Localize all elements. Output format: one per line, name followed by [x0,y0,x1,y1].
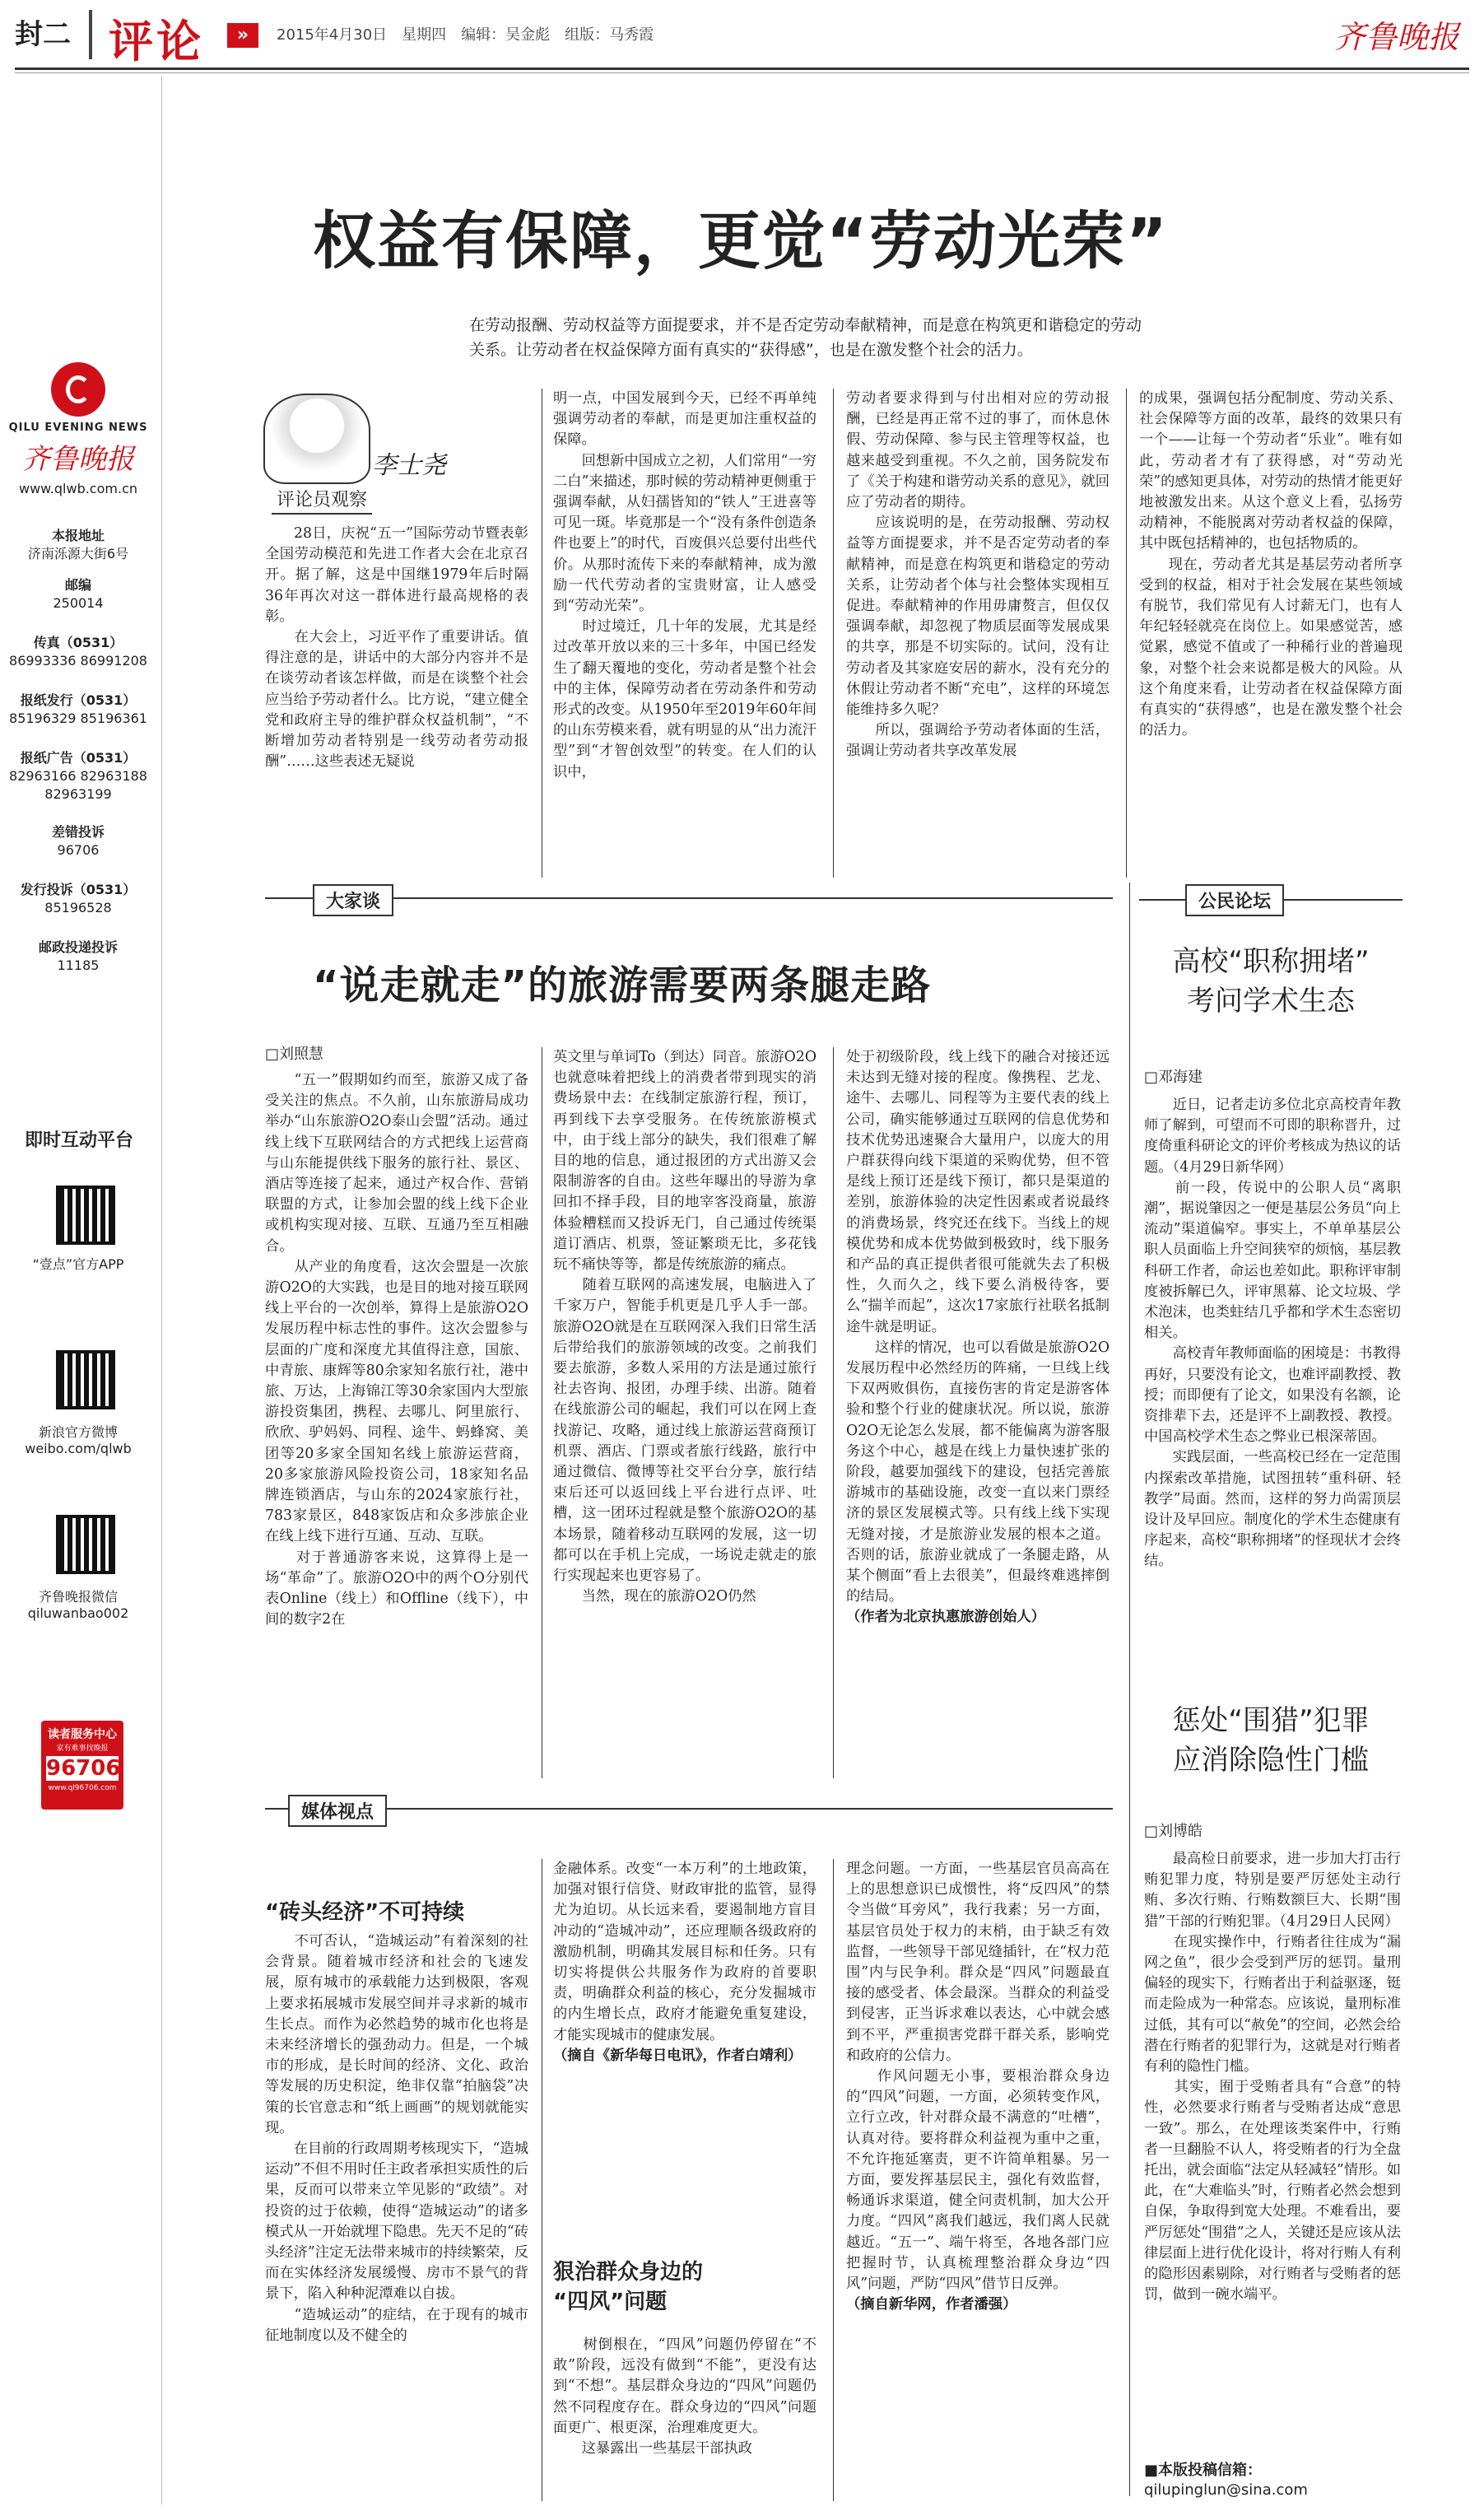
sidebar-postcode: 邮编 250014 [53,577,104,611]
header-rule-thin [15,72,1469,73]
weibo-qr-code[interactable] [56,1350,115,1409]
hotline-number: 96706 [46,1756,121,1781]
civic-section-tag: 公民论坛 [1185,884,1284,916]
lead-column-1: 28日，庆祝“五一”国际劳动节暨表彰全国劳动模范和先进工作者大会在北京召开。据了解，这是中国继1979年后时隔36年再次对这一群体进行最高规格的表彰。 在大会上，习近平作了重要讲话。值得注意的是，讲话中的大部分内容并不是在谈劳动者该怎样做，而是在谈整个社会应当给予劳动者什么。比方说，“建立健全党和政府主导的维护群众权益机制”，“不断增加劳动者特别是一线劳动者劳动报酬”……这些表述无疑说 [265,525,528,771]
civic-article-2-byline: □刘博皓 [1144,1823,1203,1840]
sidebar-fax: 传真（0531） 86993336 86991208 [9,635,147,669]
sidebar-error-report: 差错投诉 96706 [51,824,105,858]
sidebar-address: 本报地址 济南泺源大街6号 [27,528,129,561]
media-story-2-headline: 狠治群众身边的 “四风”问题 [553,2260,704,2314]
hotline-slogan: 家有难事找晚报 [56,1745,109,1753]
media-section-tag: 媒体视点 [288,1795,387,1827]
header-divider [89,10,92,59]
logo-swirl-icon [66,375,91,403]
lead-headline: 权益有保障，更觉“劳动光荣” [313,204,1169,277]
media-story-2-column-1: 树倒根在，“四风”问题仍停留在“不敢”阶段，远没有做到“不能”，更没有达到“不想”。基层群众身边的“四风”问题仍然不同程度存在。群众身边的“四风”问题面更广、根更深，治理难度更大。 这暴露出一些基层干部执政 [553,2336,816,2457]
travel-column-1: “五一”假期如约而至，旅游又成了备受关注的焦点。不久前，山东旅游局成功举办“山东旅游O2O泰山会盟”活动。通过线上线下互联网结合的方式把线上运营商与山东能提供线下服务的旅行社、景区、酒店等连接了起来，通过产权合作、营销联盟的方式，让参加会盟的线上线下企业或机构实现对接、互联、互通乃至互相融合。 从产业的角度看，这次会盟是一次旅游O2O的大实践，也是目的地对接互联网线上平台的一次创举，算得上是旅游O2O发展历程中标志性的事件。这次会盟参与层面的广度和深度尤其值得注意，国旅、中青旅、康辉等80余家知名旅行社，港中旅、万达，上海锦江等30余家国内大型旅游投资集团，携程、去哪儿、阿里旅行、欣欣、驴妈妈、同程、途牛、蚂蜂窝、美团等20多家全国知名线上旅游运营商，20多家旅游风险投资公司，18家知名品牌连锁酒店，与山东的2024家旅行社，783家景区，848家饭店和众多涉旅企业在线上线下进行互通、互动、互联。 对于普通游客来说，这算得上是一场“革命”了。旅游O2O中的两个O分别代表Online（线上）和Offline（线下），中间的数字2在 [265,1072,528,1628]
travel-headline: “说走就走”的旅游需要两条腿走路 [313,962,932,1009]
civic-article-1-headline: 高校“职称拥堵” 考问学术生态 [1172,945,1370,1018]
travel-column-3-body: 处于初级阶段，线上线下的融合对接还远未达到无缝对接的程度。像携程、艺龙、途牛、去哪儿、同程等为主要代表的线上公司，确实能够通过互联网的信息优势和技术优势迅速聚合大量用户，以庞大的用户群获得向线下渠道的采购优势，但不管是线上预订还是线下预订，都只是渠道的差别，旅游体验的决定性因素或者说最终的消费场景，终究还在线下。当线上的规模优势和成本优势做到极致时，线下服务和产品的真正提供者很可能就失去了积极性，久而久之，线下要么消极待客，要么“揣羊而起”，这次17家旅行社联名抵制途牛就是明证。 这样的情况，也可以看做是旅游O2O发展历程中必然经历的阵痛，一旦线上线下双两败俱伤，直接伤害的肯定是游客体验和整个行业的健康状况。所以说，旅游O2O无论怎么发展，都不能偏离为游客服务这个中心，越是在线上力量快速扩张的阶段，越要加强线下的建设，包括完善旅游城市的基础设施，改变一直以来门票经济的景区发展模式等。只有线上线下实现无缝对接，才是旅游业发展的根本之道。否则的话，旅游业就成了一条腿走路，从某个侧面“看上去很美”，但最终难逃摔倒的结局。 [846,1049,1110,1605]
columnist-portrait [263,394,370,484]
issue-meta: 2015年4月30日 星期四 编辑：吴金彪 组版：马秀霞 [277,26,654,44]
travel-section-tag: 大家谈 [313,884,393,916]
app-qr-label: “壹点”官方APP [32,1256,124,1272]
interactive-platform-title: 即时互动平台 [25,1130,134,1151]
sidebar-divider [161,76,162,2504]
travel-author-note: （作者为北京执惠旅游创始人） [846,1609,1045,1626]
sidebar-brand-en: QILU EVENING NEWS [8,422,148,434]
civic-article-1-body: 近日，记者走访多位北京高校青年教师了解到，可望而不可即的职称晋升，过度倚重科研论文的评价考核成为热议的话题。（4月29日新华网） 前一段，传说中的公职人员“离职潮”，据说肇因之一便是基层公务员“向上流动”渠道偏窄。事实上，不单单基层公职人员面临上升空间狭窄的烦恼，基层教科研工作者，命运也差如此。职称评审制度被拆解已久，评审黑幕、论文垃圾、学术泡沫，也类蛀结几乎都和学术生态密切相关。 高校青年教师面临的困境是：书教得再好，只要没有论文，也难评副教授、教授；而即便有了论文，如果没有名额，论资排辈下去，还是评不上副教授、教授。中国高校学术生态之弊业已根深蒂固。 实践层面，一些高校已经在一定范围内探索改革措施，试图扭转“重科研、轻教学”局面。然而，这样的努力尚需顶层设计及早回应。制度化的学术生态健康有序起来，高校“职称拥堵”的怪现状才会终结。 [1144,1097,1401,1570]
sidebar-ads: 报纸广告（0531） 82963166 82963188 82963199 [9,750,147,802]
media-story-2-source: （摘自新华网，作者潘强） [846,2296,1017,2313]
media-story-2-column-2-body: 理念问题。一方面，一些基层官员高高在上的思想意识已成惯性，将“反四风”的禁令当做“耳旁风”，我行我素；另一方面，基层官员处于权力的末梢，由于缺乏有效监督，一些领导干部见缝插针，在“权力范围”内与民争利。群众是“四风”问题最直接的感受者、体会最深。当群众的利益受到侵害，正当诉求难以表达，心中就会感到不平，严重损害党群干群关系，影响党和政府的公信力。 作风问题无小事，要根治群众身边的“四风”问题，一方面，必须转变作风，立行立改，针对群众最不满意的“吐槽”，认真对待。要将群众利益视为重中之重，不允许拖延塞责，更不许简单粗暴。另一方面，要发挥基层民主，强化有效监督，畅通诉求渠道，健全问责机制，加大公开力度。“四风”离我们越远，我们离人民就越近。“五一”、端午将至，各地各部门应把握时节，认真梳理整治群众身边“四风”问题，严防“四风”借节日反弹。 [846,1861,1110,2293]
submission-email-label: ■本版投稿信箱： [1144,2462,1263,2479]
section-title: 评论 [109,16,204,68]
reader-service-badge[interactable] [41,1721,123,1810]
app-qr-code[interactable] [56,1186,115,1245]
travel-column-2: 英文里与单词To（到达）同音。旅游O2O也就意味着把线上的消费者带到现实的消费场景中去：在线制定旅游行程，预订，再到线下去享受服务。在传统旅游模式中，由于线上部分的缺失，我们很难了解目的地的信息，通过报团的方式出游又会限制游客的自由。这些年曝出的导游为拿回扣不择手段，目的地宰客没商量，旅游体验糟糕而又投诉无门，自己通过传统渠道订酒店、机票，签证繁琐无比，多花钱玩不痛快等等，都是传统旅游的痛点。 随着互联网的高速发展，电脑进入了千家万户，智能手机更是几乎人手一部。旅游O2O就是在互联网深入我们日常生活后带给我们的旅游领域的改变。之前我们要去旅游，多数人采用的方法是通过旅行社去咨询、报团，办理手续、出游。随着在线旅游公司的崛起，我们可以在网上查找游记、攻略，通过线上旅游运营商预订机票、酒店、门票或者旅行线路，旅行中通过微信、微博等社交平台分享，旅行结束后还可以返回线上平台进行点评、吐槽，这一团环过程就是整个旅游O2O的基本场景，随着移动互联网的发展，这一切都可以在手机上完成，一场说走就走的旅行实现起来也更容易了。 当然，现在的旅游O2O仍然 [553,1049,816,1605]
header-rule [15,68,1469,70]
civic-article-2-body: 最高检日前要求，进一步加大打击行贿犯罪力度，特别是要严厉惩处主动行贿、多次行贿、行贿数额巨大、长期“围猎”干部的行贿犯罪。（4月29日人民网） 在现实操作中，行贿者往往成为“漏网之鱼”，很少会受到严厉的惩罚。量刑偏轻的现实下，行贿者出于利益驱逐，铤而走险成为一种常态。应该说，量刑标准过低，其有可以“赦免”的空间，必然会给潜在行贿者的犯罪行为，这就是对行贿者有利的隐性门槛。 其实，囿于受贿者具有“合意”的特性，必然要求行贿者与受贿者达成“意思一致”。那么，在处理该类案件中，行贿者一旦翻脸不认人，将受贿者的行为全盘托出，就会面临“法定从轻减轻”情形。如此，在“大难临头”时，行贿者必然会想到自保，争取得到宽大处理。不难看出，要严厉惩处“围猎”之人，关键还是应该从法律层面上进行优化设计，将对行贿人有利的隐形因素剔除，对行贿者与受贿者的惩罚，做到一碗水端平。 [1144,1851,1401,2304]
media-col-rule-2 [833,1859,834,2501]
page-corner-label: 封二 [15,18,71,51]
lead-col-rule-3 [1126,389,1127,878]
civic-article-1-byline: □邓海建 [1144,1069,1203,1086]
lead-col-rule-2 [833,389,834,878]
media-story-1-column-2-body: 金融体系。改变“一本万利”的土地政策，加强对银行信贷、财政审批的监管，显得尤为迫切。从长远来看，要遏制地方盲目冲动的“造城冲动”，还应理顺各级政府的激励机制，明确其发展目标和任务。只有切实将提供公共服务作为政府的首要职责，明确群众利益的核心，充分发掘城市的内生增长点，政府才能避免重复建设，才能实现城市的健康发展。 [553,1861,816,2043]
lead-deck: 在劳动报酬、劳动权益等方面提要求，并不是否定劳动奉献精神，而是意在构筑更和谐稳定的劳动关系。让劳动者在权益保障方面有真实的“获得感”，也是在激发整个社会的活力。 [469,316,1142,359]
hotline-title: 读者服务中心 [48,1728,117,1741]
sidebar-distribution: 报纸发行（0531） 85196329 85196361 [9,692,147,726]
sidebar-url[interactable]: www.qlwb.com.cn [19,481,137,496]
travel-byline: □刘照慧 [265,1046,324,1063]
travel-col-rule-2 [833,1047,834,1778]
media-story-1-headline: “砖头经济”不可持续 [265,1900,465,1925]
lead-column-3: 劳动者要求得到与付出相对应的劳动报酬，已经是再正常不过的事了，而休息休假、劳动保障、参与民主管理等权益，也越来越受到重视。不久之前，国务院发布了《关于构建和谐劳动关系的意见》，就回应了劳动者的期待。 应该说明的是，在劳动报酬、劳动权益等方面提要求，并不是否定劳动者的奉献精神，而是意在构筑更和谐稳定的劳动关系，让劳动者个体与社会整体实现相互促进。奉献精神的作用毋庸赘言，但仅仅强调奉献，却忽视了物质层面等发展成果的共享，那是不切实际的。试问，没有让劳动者及其家庭安居的薪水，没有充分的休假让劳动者不断“充电”，这样的环境怎能维持多久呢？ 所以，强调给予劳动者体面的生活，强调让劳动者共享改革发展 [846,390,1110,760]
sidebar-delivery-complaint: 发行投诉（0531） 85196528 [20,882,137,915]
submission-email[interactable]: qilupinglun@sina.com [1144,2481,1308,2499]
civic-article-2-headline: 惩处“围猎”犯罪 应消除隐性门槛 [1172,1704,1370,1777]
media-story-2-column-2 [846,1859,1110,2315]
section-arrow-icon: » [227,23,258,48]
right-column-rule [1129,883,1130,2496]
media-story-1-source: （摘自《新华每日电讯》，作者白靖利） [553,2047,802,2064]
weibo-qr-label: 新浪官方微博 weibo.com/qlwb [25,1424,132,1456]
brand-logo: 齐鲁晚报 [1333,19,1459,55]
lead-column-4: 的成果，强调包括分配制度、劳动关系、社会保障等方面的改革，最终的效果只有一个——让每一个劳动者“乐业”。唯有如此，劳动者才有了获得感，对“劳动光荣”的感知更具体，对劳动的热情才能更好地被激发出来。从这个意义上看，弘扬劳动精神，不能脱离对劳动者权益的保障，其中既包括精神的，也包括物质的。 现在，劳动者尤其是基层劳动者所享受到的权益，相对于社会发展在某些领域有脱节，我们常见有人讨薪无门，也有人年纪轻轻就亮在岗位上。如果感觉苦，感觉累，感觉不值或了一种稀行业的普遍现象，对整个社会来说都是极大的风险。从这个角度来看，让劳动者在权益保障方面有真实的“获得感”，也是在激发整个社会的活力。 [1139,390,1403,739]
columnist-signature: 李士尧 [372,451,446,480]
travel-column-3 [846,1047,1110,1778]
lead-column-2: 明一点，中国发展到今天，已经不再单纯强调劳动者的奉献，而是更加注重权益的保障。 回想新中国成立之初，人们常用“一穷二白”来描述，那时候的劳动精神更侧重于强调奉献，从妇孺皆知的“铁人”王进喜等可见一斑。毕竟那是一个“没有条件创造条件也要上”的时代，百废俱兴总要付出些代价。从那时流传下来的奉献精神，成为激励一代代劳动者的宝贵财富，让人感受到“劳动光荣”。 时过境迁，几十年的发展，尤其是经过改革开放以来的三十多年，中国已经发生了翻天覆地的变化，劳动者是整个社会中的主体，保障劳动者在劳动条件和劳动形式的改变。从1950年至2019年60年间的山东劳模来看，就有明显的从“出力流汗型”到“才智创效型”的转变。在人们的认识中， [553,390,816,780]
hotline-url: www.ql96706.com [48,1784,117,1792]
media-story-1-column-2 [553,1859,816,2066]
sidebar-brand-cn: 齐鲁晚报 [22,443,134,476]
media-story-1-column-1: 不可否认，“造城运动”有着深刻的社会背景。随着城市经济和社会的飞速发展，原有城市的承载能力达到极限，客观上要求拓展城市发展空间并寻求新的城市生长点。而作为必然趋势的城市化也将是未来经济增长的强劲动力。但是，一个城市的形成，是长时间的经济、文化、政治等发展的历史积淀，绝非仅靠“拍脑袋”决策的长官意志和“纸上画画”的规划就能实现。 在目前的行政周期考核现实下，“造城运动”不但不用时任主政者承担实质性的后果，反而可以带来立竿见影的“政绩”。对投资的过于依赖，使得“造城运动”的诸多模式从一开始就埋下隐患。先天不足的“砖头经济”注定无法带来城市的持续繁荣，反而在实体经济发展缓慢、房市不景气的背景下，陷入种种泥潭难以自拔。 “造城运动”的症结，在于现有的城市征地制度以及不健全的 [265,1933,528,2344]
media-top-rule [265,1808,1113,1810]
wechat-qr-label: 齐鲁晚报微信 qiluwanbao002 [27,1589,129,1621]
column-label: 评论员观察 [272,484,372,515]
sidebar-postal-complaint: 邮政投递投诉 11185 [38,939,118,973]
wechat-qr-code[interactable] [56,1515,115,1574]
